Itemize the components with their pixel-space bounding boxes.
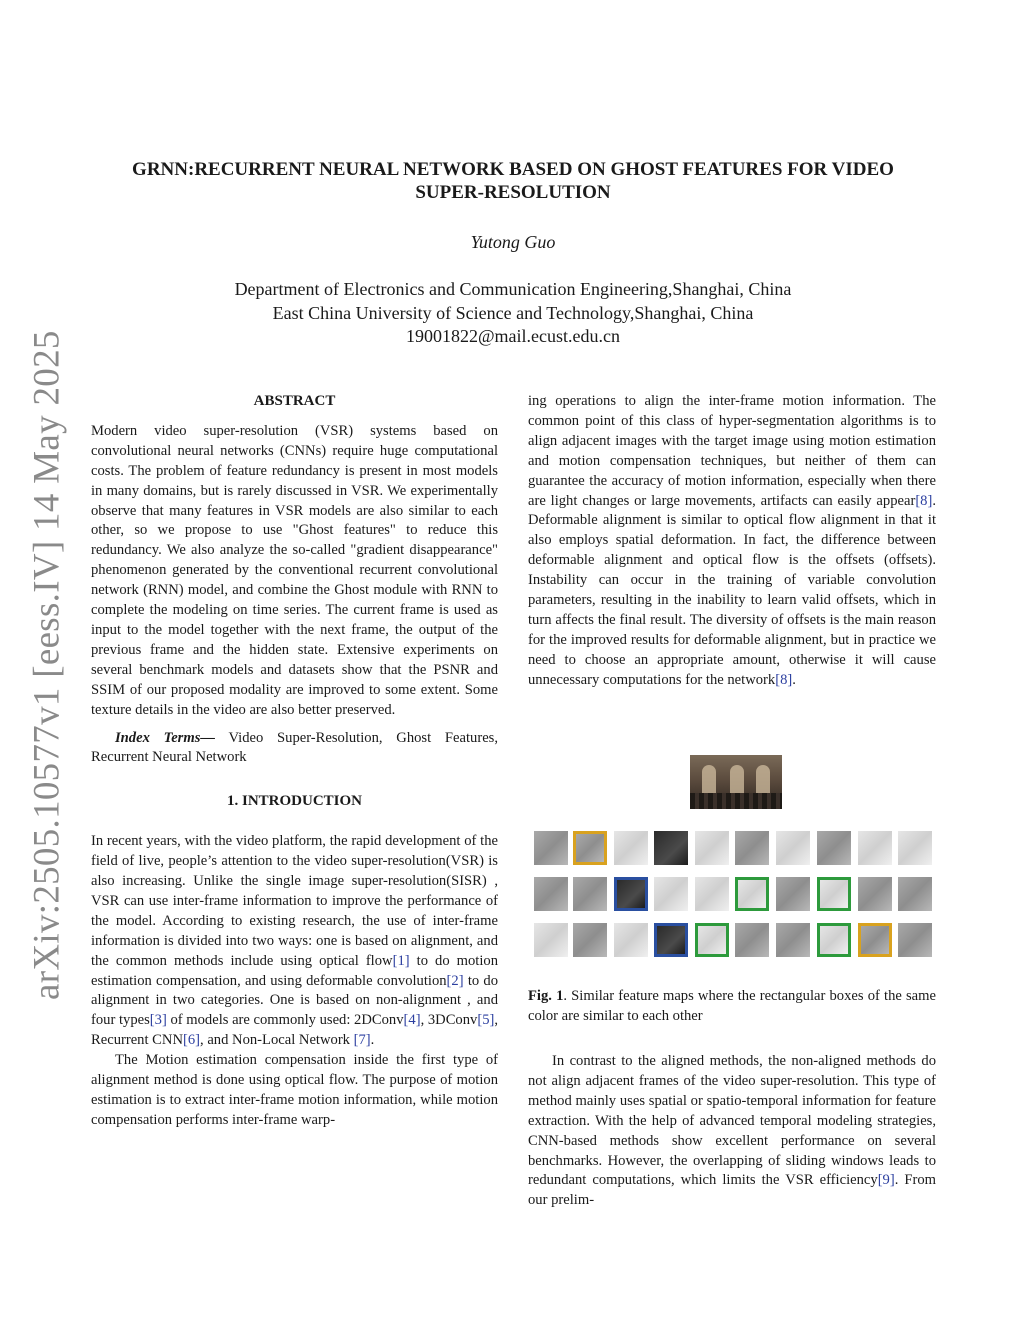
intro-p1-text-b: to do motion estimation compensation, and using deformable convolution [91,952,498,989]
right-column-bottom [528,1052,936,1211]
ref-link-6[interactable]: [6] [183,1032,201,1049]
feature-map-tile [573,877,607,911]
feature-map-tile [614,923,648,957]
feature-map-tile [898,877,932,911]
intro-p1-text-e: , 3DConv [420,1012,478,1029]
affiliation [100,278,926,349]
feature-map-tile [858,923,892,957]
ref-link-1[interactable]: [1] [392,952,410,969]
right-p1-text-c: . [792,671,796,688]
abstract-heading: ABSTRACT [253,393,336,409]
feature-map-tile [534,923,568,957]
ref-link-4[interactable]: [4] [403,1012,421,1029]
right-p2-text-b: . From our prelim- [528,1172,937,1209]
ref-link-5[interactable]: [5] [477,1012,495,1029]
index-terms-label: Index Terms— [115,729,215,746]
ref-link-3[interactable]: [3] [149,1012,167,1029]
feature-map-tile [898,923,932,957]
ref-link-8b[interactable]: [8] [775,671,793,688]
intro-p1-text-d: of models are commonly used: 2DConv [166,1012,404,1029]
scene-arch [730,765,744,795]
feature-map-tile [573,923,607,957]
right-paragraph-2 [528,1052,936,1211]
figure-1-caption [528,987,936,1027]
feature-map-tile [654,877,688,911]
right-column-top [528,392,936,691]
feature-map-tile [534,877,568,911]
intro-paragraph-1 [91,832,498,1051]
feature-map-tile [614,877,648,911]
intro-p1-text-g: , and Non-Local Network [200,1032,354,1049]
feature-map-tile [817,923,851,957]
feature-map-tile [735,831,769,865]
feature-map-tile [735,877,769,911]
author-email: 19001822@mail.ecust.edu.cn [405,326,621,346]
feature-map-tile [776,923,810,957]
feature-map-tile [573,831,607,865]
right-p1-text-b: . Deformable alignment is similar to optical flow alignment in that it also employs spatial deformation. In fact, the difference between deformable alignment and optical flow is the offsets (offsets). Instability can occur in the training of variable convolution parameters, resulting in the inability to learn valid offsets, which in turn affects the final result. The diversity of offsets is the main reason for the improved results for deformable alignment, but in practice we need to choose an appropriate amount, otherwise it will cause unnecessary computations for the network [528,492,936,688]
right-p1-text-a: ing operations to align the inter-frame motion information. The common point of this class of hyper-segmentation algorithms is to align adjacent images with the target image using motion estimation and motion compensation techniques, but neither of them can guarantee the accuracy of motion information, especially when there are light changes or large movements, artifacts can easily appear [528,393,936,509]
feature-map-tile [735,923,769,957]
scene-crowd [690,793,782,809]
feature-map-tile [534,831,568,865]
feature-map-tile [695,877,729,911]
feature-map-tile [654,923,688,957]
right-p2-text-a: In contrast to the aligned methods, the non-aligned methods do not align adjacent frames of the video super-resolution. This type of method mainly uses spatial or spatio-temporal information for feature extraction. With the help of advanced temporal modeling strategies, CNN-based methods show excellent performance on several benchmarks. However, the overlapping of sliding windows leads to redundant computations, which limits the VSR efficiency [528,1053,936,1189]
scene-arch [702,765,716,795]
feature-map-tile [776,831,810,865]
affiliation-line-2: East China University of Science and Technology,Shanghai, China [272,302,754,323]
feature-map-tile [817,877,851,911]
feature-map-tile [614,831,648,865]
index-terms [91,729,498,769]
feature-map-tile [817,831,851,865]
figure-caption-text: . Similar feature maps where the rectangular boxes of the same color are similar to each other [528,988,936,1024]
intro-p1-text-f: , Recurrent CNN [91,1012,499,1049]
figure-label: Fig. 1 [528,988,564,1004]
figure-source-frame [690,755,782,809]
feature-map-tile [776,877,810,911]
right-paragraph-1 [528,392,936,691]
paper-title [100,158,926,204]
arxiv-side-identifier: arXiv:2505.10577v1 [eess.IV] 14 May 2025 [26,330,68,1000]
ref-link-9[interactable]: [9] [877,1172,895,1189]
feature-map-tile [695,923,729,957]
feature-map-tile [858,831,892,865]
title-line-1: GRNN:RECURRENT NEURAL NETWORK BASED ON GHOST FEATURES FOR VIDEO [132,159,894,180]
feature-map-tile [695,831,729,865]
feature-map-tile [858,877,892,911]
author-name: Yutong Guo [470,232,556,252]
feature-map-tile [898,831,932,865]
intro-p1-text-h: . [370,1032,375,1049]
intro-p1-text-c: to do alignment in two categories. One is based on non-alignment , and four types [91,972,498,1029]
title-line-2: SUPER-RESOLUTION [415,182,611,203]
scene-arch [756,765,770,795]
ref-link-7[interactable]: [7] [353,1032,371,1049]
ref-link-2[interactable]: [2] [446,972,464,989]
left-column [91,392,498,1131]
ref-link-8[interactable]: [8] [915,492,933,509]
index-terms-text: Video Super-Resolution, Ghost Features, Recurrent Neural Network [91,729,498,766]
introduction-heading: 1. INTRODUCTION [226,793,362,810]
intro-p1-text-a: In recent years, with the video platform, the rapid development of the field of live, people’s attention to the video super-resolution(VSR) is also increasing. Unlike the single image super-resolution(SISR) , VSR can use inter-frame information to improve the performance of the model. According to existing research, the use of inter-frame information is divided into two ways: one is based on alignment, and the common methods include using optical flow [91,833,498,969]
feature-map-tile [654,831,688,865]
abstract-text: Modern video super-resolution (VSR) systems based on convolutional neural networks (CNNs) require huge computational costs. The problem of feature redundancy is present in most models in many domains, but is rarely discussed in VSR. We experimentally observe that many features in VSR models are also similar to each other, so we propose to use "Ghost features" to reduce this redundancy. We also analyze the so-called "gradient disappearance" phenomenon generated by the conventional recurrent convolutional network (RNN) model, and combine the Ghost module with RNN to complete the modeling on time series. The current frame is used as input to the model together with the next frame, the output of the previous frame and the hidden state. Extensive experiments on several benchmark models and datasets show that the PSNR and SSIM of our proposed modality are improved to some extent. Some texture details in the video are also better preserved. [91,422,498,718]
intro-paragraph-2: The Motion estimation compensation inside the first type of alignment method is done using optical flow. The purpose of motion estimation is to extract inter-frame motion information, while motion compensation performs inter-frame warp- [91,1052,498,1128]
affiliation-line-1: Department of Electronics and Communication Engineering,Shanghai, China [234,279,792,299]
figure-1 [528,755,936,965]
